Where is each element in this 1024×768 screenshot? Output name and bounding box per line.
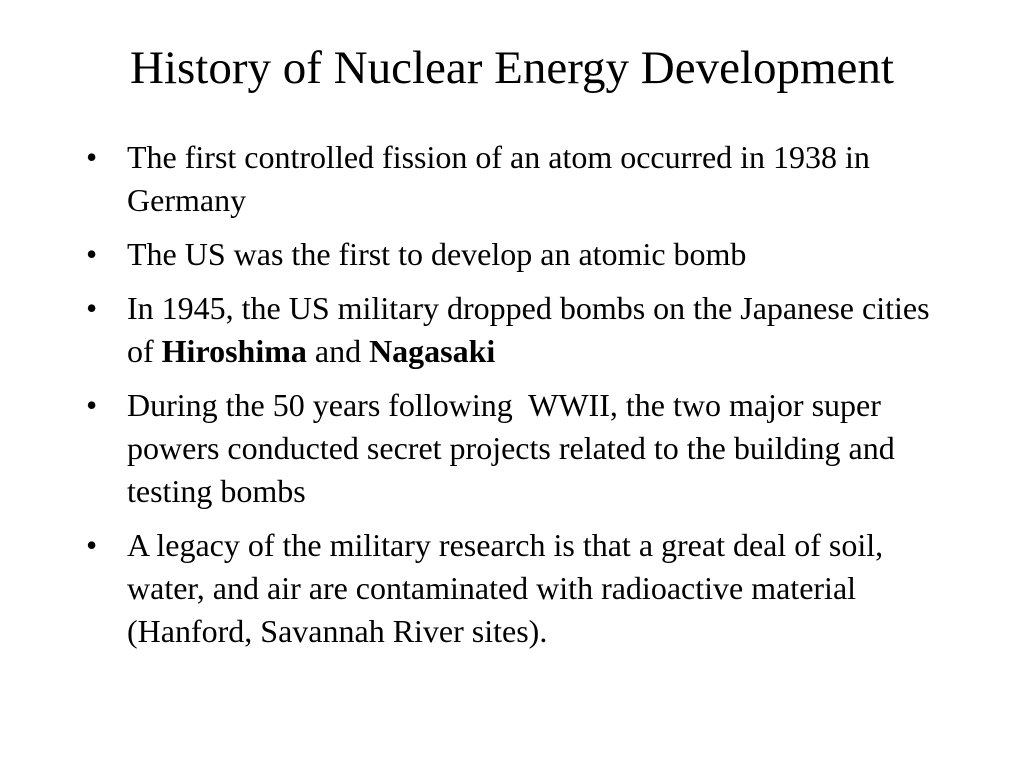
bullet-icon: • <box>86 387 98 423</box>
bullet-icon: • <box>86 139 98 175</box>
bullet-list <box>86 136 946 664</box>
slide-title: History of Nuclear Energy Development <box>130 42 894 94</box>
bullet-text: The first controlled fission of an atom occurred in 1938 in Germany <box>127 139 870 218</box>
bullet-text-part: and <box>306 333 370 369</box>
bullet-item-fission <box>86 136 946 222</box>
bullet-text-part: In 1945, the US military dropped bombs on the Japanese cities of <box>127 290 930 369</box>
bullet-text: A legacy of the military research is that a great deal of soil, water, and air are contaminated with radioactive material (Hanford, Savannah River sites). <box>127 527 884 649</box>
bullet-item-atomic-bomb <box>86 233 946 276</box>
bullet-icon: • <box>86 290 98 326</box>
bullet-text <box>127 290 930 369</box>
bullet-icon: • <box>86 527 98 563</box>
bullet-text: During the 50 years following WWII, the two major super powers conducted secret projects related to the building and testing bombs <box>127 387 903 509</box>
city-nagasaki: Nagasaki <box>369 333 496 369</box>
bullet-item-post-wwii <box>86 384 946 513</box>
bullet-item-legacy <box>86 524 946 653</box>
bullet-icon: • <box>86 236 98 272</box>
bullet-text: The US was the first to develop an atomic bomb <box>127 236 747 272</box>
city-hiroshima: Hiroshima <box>161 333 307 369</box>
bullet-item-1945-bombings <box>86 287 946 373</box>
